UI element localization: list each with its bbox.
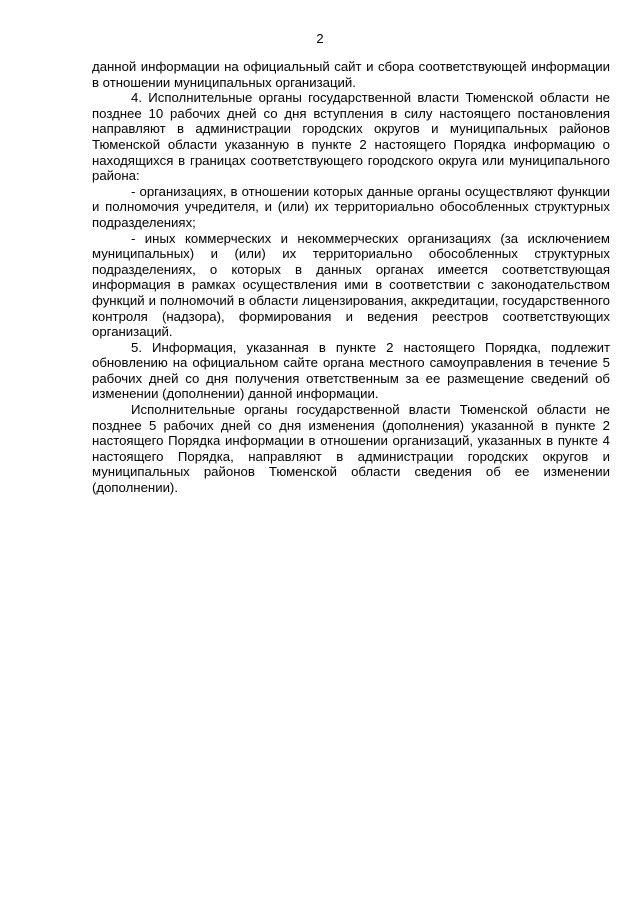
paragraph-item-4: 4. Исполнительные органы государственной власти Тюменской области не позднее 10 рабочих дней со дня вступления в силу настоящего постановления направляют в администрации городских округов и муниципальных районов Тюменской области указанную в пункте 2 настоящего Порядка информацию о находящихся в границах соответствующего городского округа или муниципального района: [92,90,610,184]
document-body [92,59,610,496]
paragraph-item-5: 5. Информация, указанная в пункте 2 настоящего Порядка, подлежит обновлению на официальном сайте органа местного самоуправления в течение 5 рабочих дней со дня получения ответственным за ее размещение сведений об изменении (дополнении) данной информации. [92,339,610,402]
list-item-organizations-founder: - организациях, в отношении которых данные органы осуществляют функции и полномочия учредителя, и (или) их территориально обособленных структурных подразделениях; [92,183,610,230]
paragraph-continuation: данной информации на официальный сайт и сбора соответствующей информации в отношении муниципальных организаций. [92,59,610,90]
page-number: 2 [316,31,324,46]
paragraph-update-notice: Исполнительные органы государственной власти Тюменской области не позднее 5 рабочих дней со дня изменения (дополнения) указанной в пункте 2 настоящего Порядка информации в отношении организаций, указанных в пункте 4 настоящего Порядка, направляют в администрации городских округов и муниципальных районов Тюменской области сведения об ее изменении (дополнении). [92,402,610,496]
list-item-other-organizations: - иных коммерческих и некоммерческих организациях (за исключением муниципальных) и (или) их территориально обособленных структурных подразделениях, о которых в данных органах имеется соответствующая информация в рамках осуществления ими в соответствии с законодательством функций и полномочий в области лицензирования, аккредитации, государственного контроля (надзора), формирования и ведения реестров соответствующих организаций. [92,230,610,340]
